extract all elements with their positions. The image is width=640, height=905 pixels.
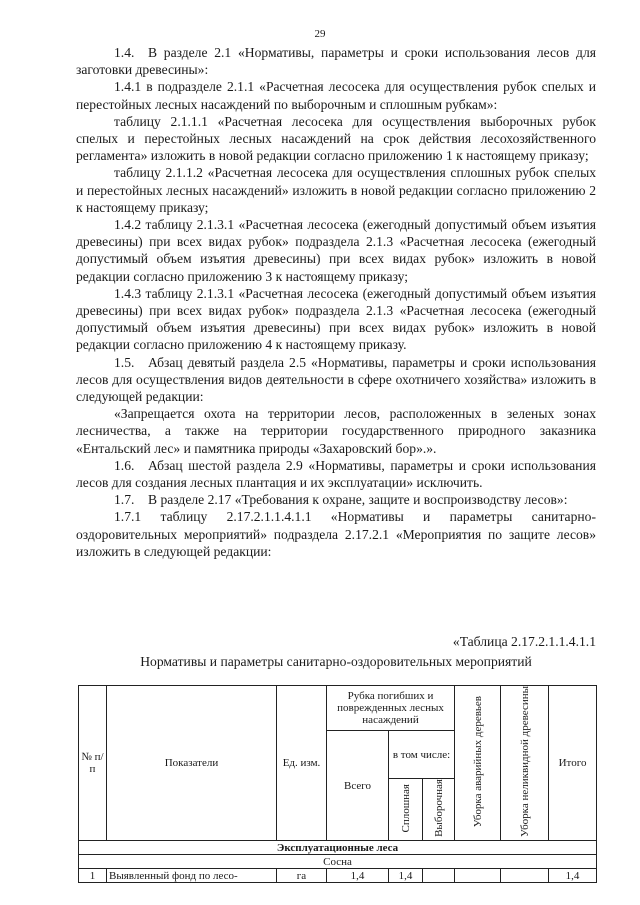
paragraph: 1.6. Абзац шестой раздела 2.9 «Нормативы, параметры и сроки использования лесов для создания лесных плантация и их эксплуатации» исключить.	[76, 457, 596, 491]
header-unit: Ед. изм.	[277, 686, 327, 841]
paragraph: таблицу 2.1.1.1 «Расчетная лесосека для осуществления выборочных рубок спелых и перестойных лесных насаждений на срок действия лесохозяйственного регламента» изложить в новой редакции согласно приложению 1 к настоящему приказу;	[76, 113, 596, 164]
paragraph: 1.7. В разделе 2.17 «Требования к охране, защите и воспроизводству лесов»:	[114, 492, 568, 508]
row-selective	[423, 869, 455, 883]
row-unit: га	[277, 869, 327, 883]
header-illiquid-cell	[501, 686, 549, 841]
paragraph: таблицу 2.1.1.2 «Расчетная лесосека для осуществления сплошных рубок спелых и перестойных лесных насаждений» изложить в новой редакции согласно приложению 2 к настоящему приказу;	[76, 165, 596, 215]
header-selective: Выборочная	[432, 779, 445, 838]
paragraph: 1.4.3 таблицу 2.1.3.1 «Расчетная лесосека (ежегодный допустимый объем изъятия древесины) при всех видах рубок» подраздела 2.1.3 «Расчетная лесосека (ежегодный допустимый объем изъятия древесины) при всех видах рубок» изложить в новой редакции согласно приложению 4 к настоящему приказу.	[76, 285, 596, 353]
paragraph: 1.4.1 в подразделе 2.1.1 «Расчетная лесосека для осуществления рубок спелых и перестойных лесных насаждений по выборочным и сплошным рубкам»:	[76, 79, 596, 112]
row-num: 1	[79, 869, 107, 883]
header-selective-cell	[423, 779, 455, 841]
header-clear: Сплошная	[399, 783, 412, 833]
table-row	[79, 869, 597, 883]
row-indicator: Выявленный фонд по лесо-	[107, 869, 277, 883]
header-emergency: Уборка аварийных деревьев	[471, 695, 484, 828]
header-illiquid: Уборка неликвидной древесины	[518, 686, 531, 838]
header-indicators: Показатели	[107, 686, 277, 841]
row-clear: 1,4	[389, 869, 423, 883]
paragraph: 1.4.2 таблицу 2.1.3.1 «Расчетная лесосека (ежегодный допустимый объем изъятия древесины) при всех видах рубок» подраздела 2.1.3 «Расчетная лесосека (ежегодный допустимый объем изъятия древесины) при всех видах рубок» изложить в новой редакции согласно приложению 3 к настоящему приказу;	[76, 217, 596, 284]
header-felling-group: Рубка погибших и поврежденных лесных насаждений	[327, 686, 455, 731]
row-emergency	[455, 869, 501, 883]
paragraph: «Запрещается охота на территории лесов, расположенных в зеленых зонах лесничества, а также на территории государственного природного заказника «Ентальский лес» и памятника природы «Захаровский бор».».	[76, 406, 596, 456]
header-clear-cell	[389, 779, 423, 841]
header-including: в том числе:	[389, 731, 455, 779]
header-total-felling: Всего	[327, 731, 389, 841]
row-total-felling: 1,4	[327, 869, 389, 883]
subsection-row: Сосна	[79, 855, 597, 869]
page-number: 29	[314, 28, 326, 40]
sanitary-measures-table	[78, 685, 597, 883]
paragraph: 1.5. Абзац девятый раздела 2.5 «Нормативы, параметры и сроки использования лесов для осуществления видов деятельности в сфере охотничего хозяйства» изложить в следующей редакции:	[76, 354, 596, 405]
section-row: Эксплуатационные леса	[79, 841, 597, 855]
table-title: Нормативы и параметры санитарно-оздоровительных мероприятий	[140, 654, 532, 669]
header-total: Итого	[549, 686, 597, 841]
row-illiquid	[501, 869, 549, 883]
body-text	[76, 44, 596, 560]
paragraph: 1.7.1 таблицу 2.17.2.1.1.4.1.1 «Нормативы и параметры санитарно-оздоровительных мероприятий» подраздела 2.17.2.1 «Мероприятия по защите лесов» изложить в следующей редакции:	[76, 509, 596, 559]
header-num: № п/п	[79, 686, 107, 841]
paragraph: 1.4. В разделе 2.1 «Нормативы, параметры и сроки использования лесов для заготовки древесины»:	[76, 45, 596, 78]
row-total: 1,4	[549, 869, 597, 883]
header-emergency-cell	[455, 686, 501, 841]
table-label: «Таблица 2.17.2.1.1.4.1.1	[452, 634, 596, 649]
